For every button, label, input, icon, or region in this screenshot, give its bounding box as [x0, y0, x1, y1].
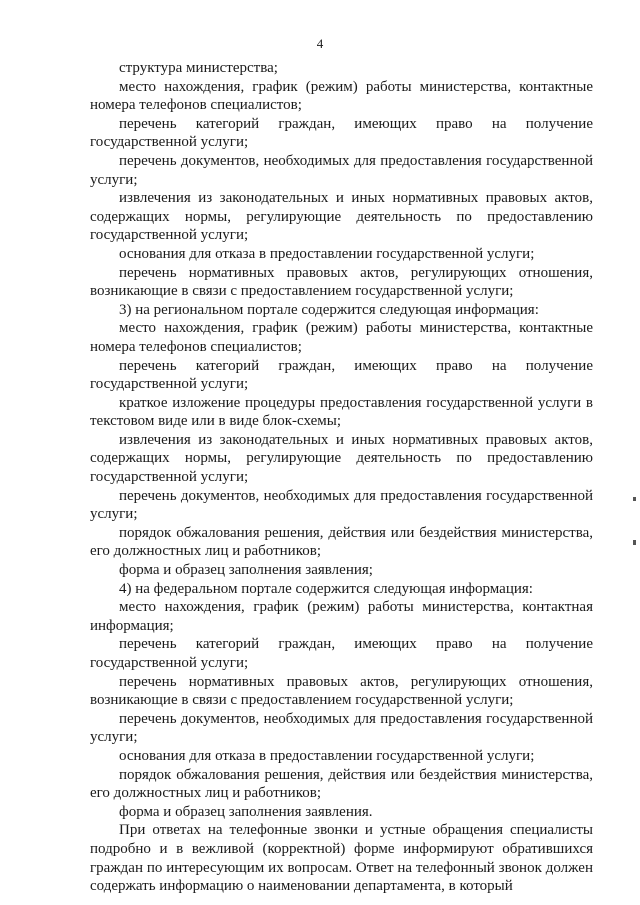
paragraph: форма и образец заполнения заявления.: [119, 803, 373, 820]
paragraph: перечень документов, необходимых для предоставления государственной услуги;: [90, 710, 593, 746]
paragraph: перечень документов, необходимых для предоставления государственной услуги;: [90, 152, 593, 188]
paragraph: краткое изложение процедуры предоставления государственной услуги в текстовом виде или в виде блок-схемы;: [90, 394, 593, 430]
paragraph: перечень категорий граждан, имеющих право на получение государственной услуги;: [90, 636, 593, 671]
paragraph: форма и образец заполнения заявления;: [119, 562, 373, 579]
document-body: [90, 59, 593, 896]
list-heading: 3) на региональном портале содержится следующая информация:: [119, 301, 539, 318]
paragraph: извлечения из законодательных и иных нормативных правовых актов, содержащих нормы, регулирующие деятельность по предоставлению государственной услуги;: [90, 431, 593, 486]
paragraph: основания для отказа в предоставлении государственной услуги;: [119, 747, 535, 764]
list-heading: 4) на федеральном портале содержится следующая информация:: [119, 580, 533, 597]
paragraph: порядок обжалования решения, действия или бездействия министерства, его должностных лиц и работников;: [90, 524, 593, 560]
margin-mark: [633, 540, 636, 545]
paragraph: место нахождения, график (режим) работы министерства, контактные номера телефонов специалистов;: [90, 320, 593, 355]
paragraph: основания для отказа в предоставлении государственной услуги;: [119, 245, 535, 262]
paragraph: перечень документов, необходимых для предоставления государственной услуги;: [90, 487, 593, 523]
paragraph: перечень категорий граждан, имеющих право на получение государственной услуги;: [90, 115, 593, 151]
paragraph: перечень нормативных правовых актов, регулирующих отношения, возникающие в связи с предоставлением государственной услуги;: [90, 673, 593, 709]
paragraph: структура министерства;: [119, 60, 278, 76]
paragraph: перечень категорий граждан, имеющих право на получение государственной услуги;: [90, 357, 593, 393]
page-number: 4: [316, 36, 324, 51]
paragraph: место нахождения, график (режим) работы министерства, контактная информация;: [90, 599, 593, 634]
paragraph: извлечения из законодательных и иных нормативных правовых актов, содержащих нормы, регулирующие деятельность по предоставлению государственной услуги;: [90, 190, 593, 244]
paragraph: порядок обжалования решения, действия или бездействия министерства, его должностных лиц и работников;: [90, 766, 593, 802]
paragraph: При ответах на телефонные звонки и устные обращения специалисты подробно и в вежливой (корректной) форме информируют обратившихся граждан по интересующим их вопросам. Ответ на телефонный звонок должен содержать информацию о наименовании департамента, в который: [90, 822, 593, 895]
paragraph: место нахождения, график (режим) работы министерства, контактные номера телефонов специалистов;: [90, 78, 593, 114]
paragraph: перечень нормативных правовых актов, регулирующих отношения, возникающие в связи с предоставлением государственной услуги;: [90, 264, 593, 300]
margin-mark: [633, 497, 636, 501]
